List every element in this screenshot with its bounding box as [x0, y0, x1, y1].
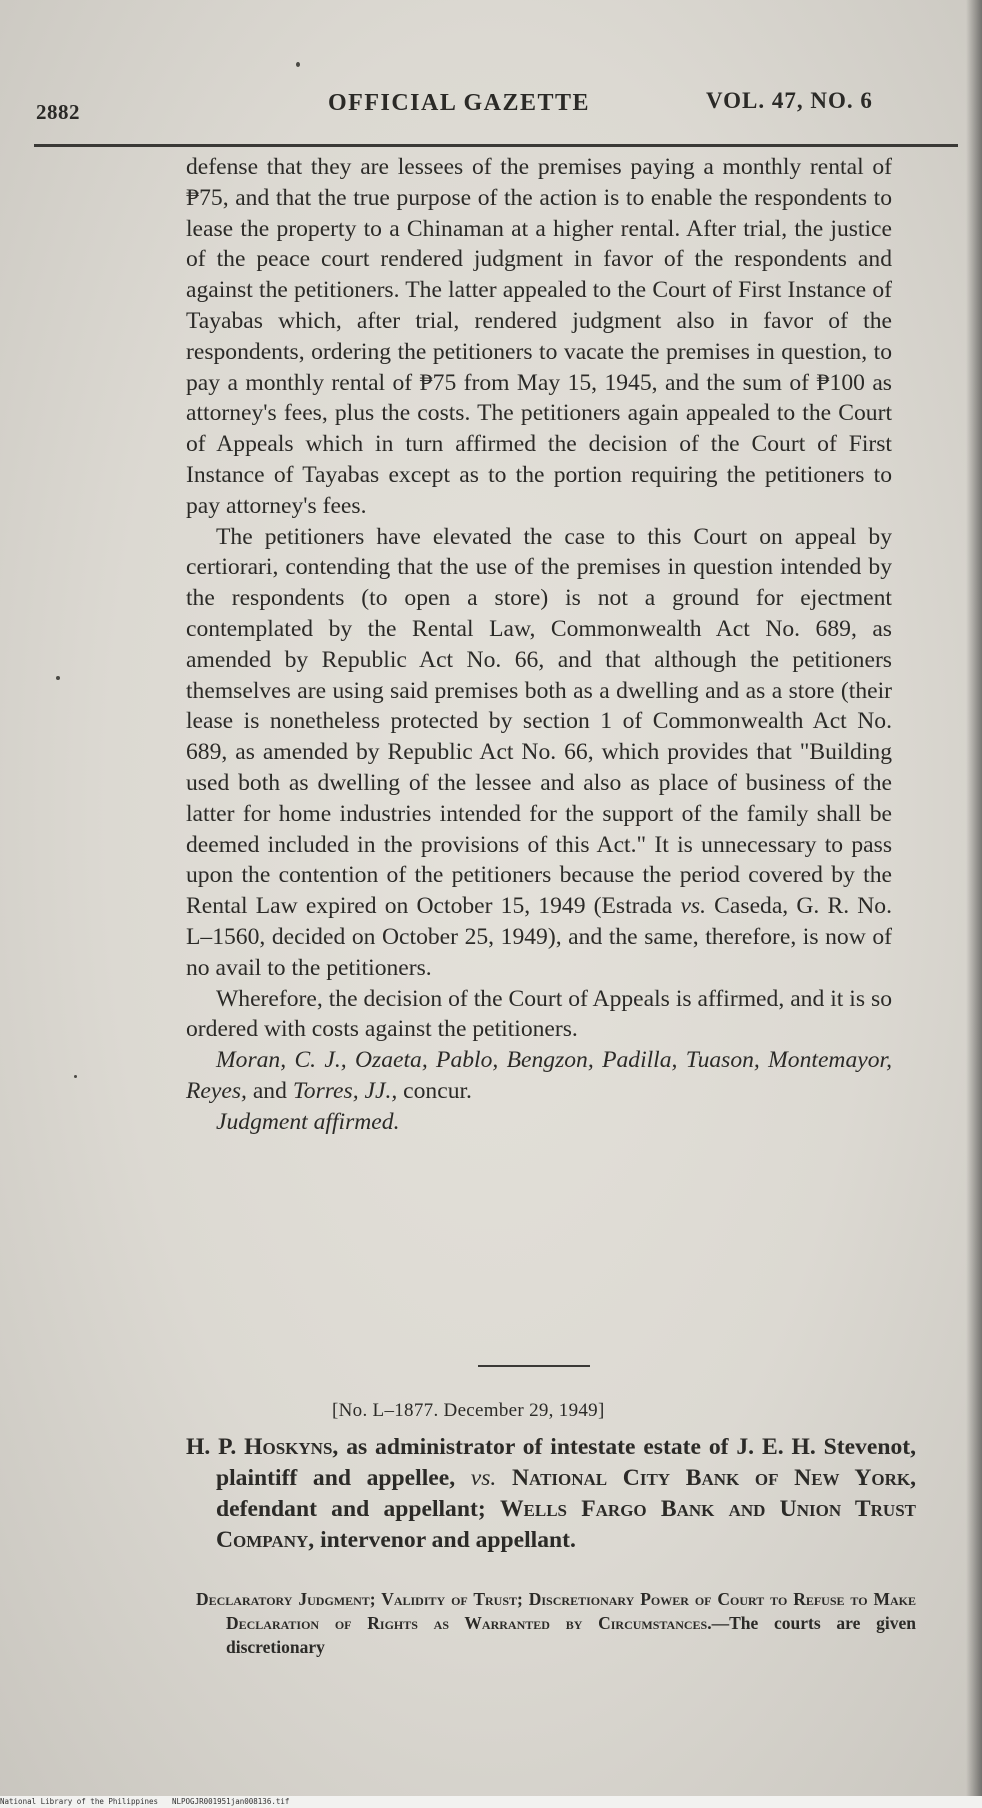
scan-speck	[296, 62, 300, 67]
concurring-torres: Torres, JJ.,	[292, 1077, 398, 1104]
footer-library: National Library of the Philippines	[0, 1797, 159, 1806]
syllabus-heading: Declaratory Judgment; Validity of Trust; Discretionary Power of Court to Refuse to Make Declaration of Rights as Warranted by Circumstances.	[196, 1589, 916, 1633]
section-divider	[478, 1365, 590, 1367]
scan-speck	[56, 676, 60, 680]
decision-body	[186, 152, 892, 1138]
concurrence	[186, 1045, 892, 1107]
judgment-line	[186, 1107, 892, 1138]
footer-filename: NLPOGJR001951jan008136.tif	[172, 1797, 290, 1806]
plaintiff-description: , as administrator of intestate estate of J. E. H. Stevenot, plaintiff and appellee,	[216, 1434, 917, 1491]
syllabus-text: —The courts are given discretionary	[226, 1613, 916, 1657]
page-number: 2882	[36, 100, 80, 124]
scan-edge-shadow	[966, 0, 982, 1808]
case-parties	[186, 1432, 916, 1556]
paragraph-2-end: Caseda, G. R. No. L–1560, decided on October 25, 1949), and the same, therefore, is now of no avail to the petitioners.	[186, 893, 892, 981]
paragraph-2	[186, 522, 892, 984]
volume-number: VOL. 47, NO. 6	[706, 88, 873, 113]
scan-footer	[0, 1796, 982, 1808]
syllabus	[196, 1587, 916, 1659]
header-rule	[34, 144, 958, 147]
judgment-text: Judgment affirmed.	[216, 1108, 400, 1135]
intervenor-name: Wells Fargo Bank and Union Trust Company	[216, 1496, 916, 1553]
paragraph-2-text: The petitioners have elevated the case to this Court on appeal by certiorari, contending that the use of the premises in question intended by the respondents (to open a store) is not a ground for ejectment contemplated by the Rental Law, Commonwealth Act No. 689, as amended by Republic Act No. 66, and that although the petitioners themselves are using said premises both as a dwelling and as a store (their lease is nonetheless protected by section 1 of Commonwealth Act No. 689, as amended by Republic Act No. 66, which provides that "Building used both as dwelling of the lessee and also as place of business of the latter for home industries intended for the support of the family shall be deemed included in the provisions of this Act." It is unnecessary to pass upon the contention of the petitioners because the period covered by the Rental Law expired on October 15, 1949 (Estrada	[186, 523, 892, 920]
defendant-description: , defendant and appellant;	[216, 1465, 916, 1522]
plaintiff-name: H. P. Hoskyns	[186, 1434, 333, 1460]
concur-and: and	[252, 1077, 287, 1104]
case-number: [No. L–1877. December 29, 1949]	[332, 1400, 605, 1421]
parties-versus: vs.	[470, 1465, 497, 1491]
page-header	[0, 84, 982, 124]
paragraph-3: Wherefore, the decision of the Court of Appeals is affirmed, and it is so ordered with costs against the petitioners.	[186, 985, 892, 1043]
publication-title: OFFICIAL GAZETTE	[328, 90, 591, 116]
paragraph-1: defense that they are lessees of the premises paying a monthly rental of ₱75, and that the true purpose of the action is to enable the respondents to lease the property to a Chinaman at a higher rental. After trial, the justice of the peace court rendered judgment in favor of the respondents and against the petitioners. The latter appealed to the Court of First Instance of Tayabas which, after trial, rendered judgment also in favor of the respondents, ordering the petitioners to vacate the premises in question, to pay a monthly rental of ₱75 from May 15, 1945, and the sum of ₱100 as attorney's fees, plus the costs. The petitioners again appealed to the Court of Appeals which in turn affirmed the decision of the Court of First Instance of Tayabas except as to the portion requiring the petitioners to pay attorney's fees.	[186, 154, 892, 519]
defendant-name: National City Bank of New York	[512, 1465, 911, 1491]
concur-end: concur.	[403, 1077, 472, 1104]
concurring-justices: Moran, C. J., Ozaeta, Pablo, Bengzon, Padilla, Tuason, Montemayor, Reyes,	[186, 1047, 892, 1104]
scan-speck	[74, 1075, 77, 1078]
versus-italic: vs.	[680, 893, 706, 920]
intervenor-description: , intervenor and appellant.	[308, 1527, 576, 1553]
